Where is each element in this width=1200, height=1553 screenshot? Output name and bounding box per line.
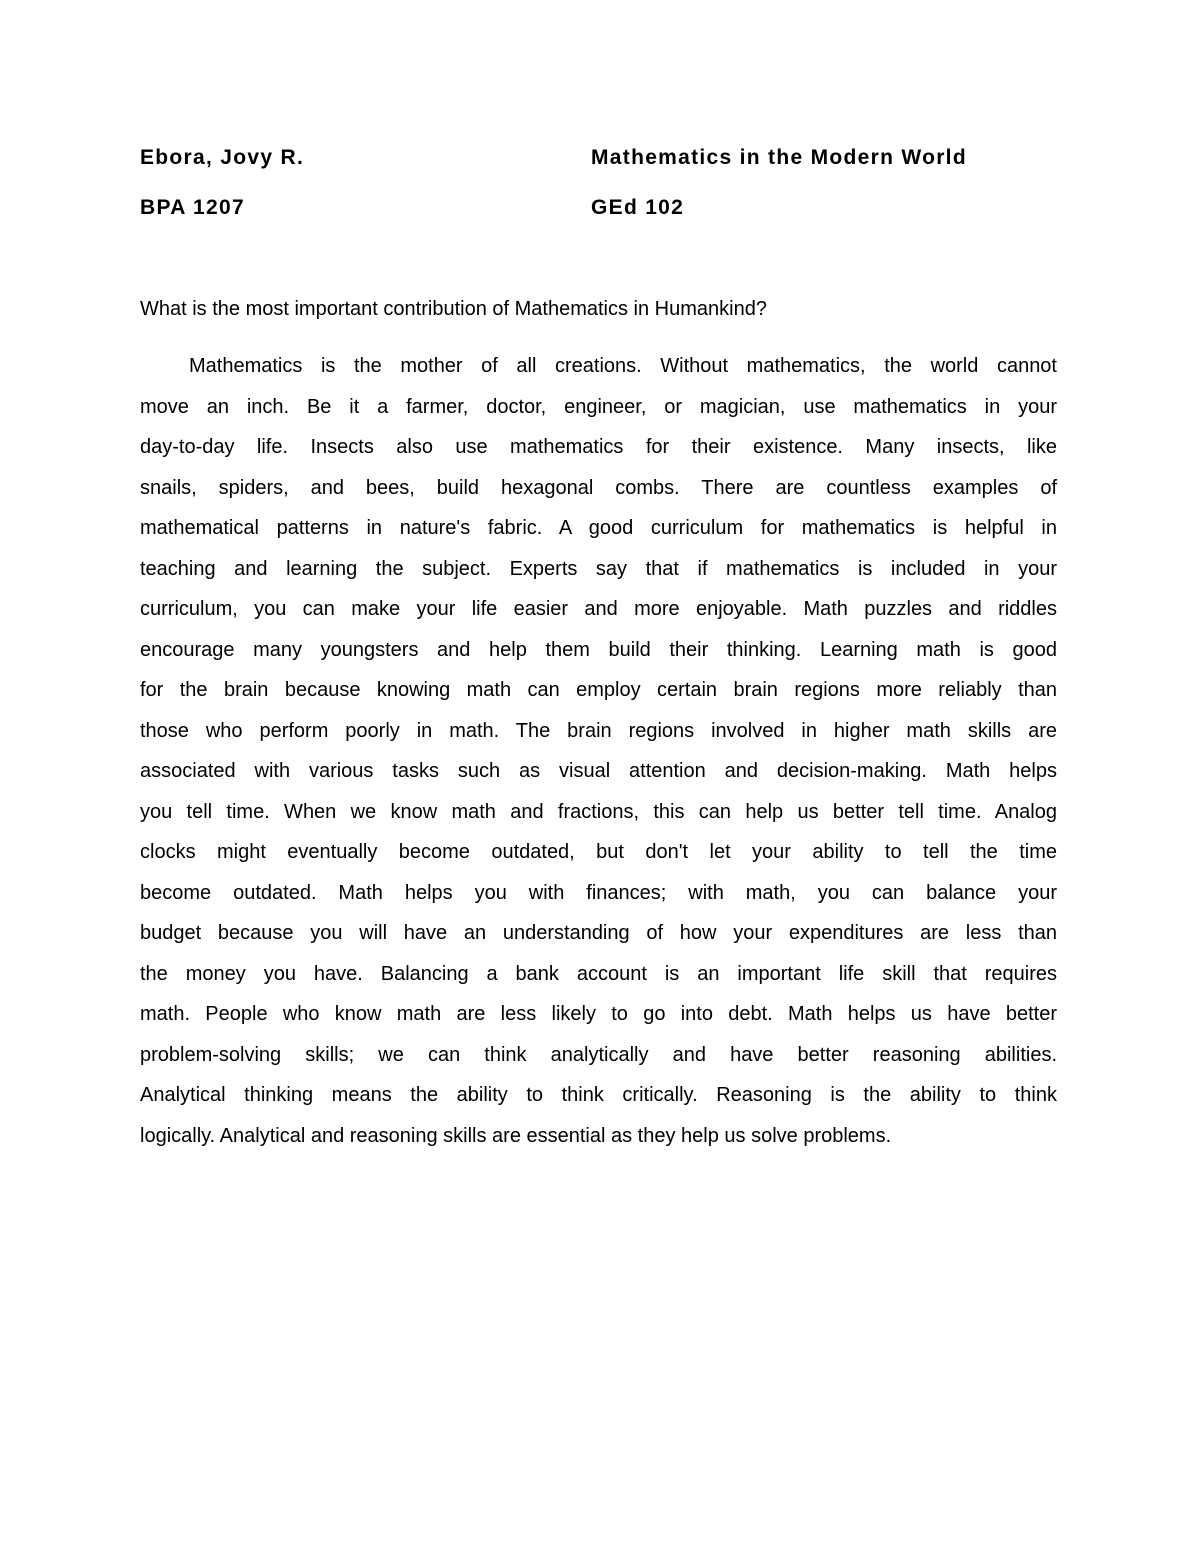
essay-line: math. People who know math are less likely to go into debt. Math helps us have better [140,1003,1057,1025]
essay-line: logically. Analytical and reasoning skills are essential as they help us solve problems. [140,1124,892,1147]
course-code: GEd 102 [591,196,685,219]
essay-line: snails, spiders, and bees, build hexagonal combs. There are countless examples of [140,476,1057,499]
essay-body [140,354,1057,1164]
essay-line: day-to-day life. Insects also use mathematics for their existence. Many insects, like [140,436,1057,458]
essay-line: teaching and learning the subject. Experts say that if mathematics is included in your [140,557,1057,580]
essay-line: encourage many youngsters and help them build their thinking. Learning math is good [140,638,1057,661]
essay-line: Analytical thinking means the ability to think critically. Reasoning is the ability to think [140,1084,1057,1106]
essay-line: Mathematics is the mother of all creations. Without mathematics, the world cannot [189,355,1057,377]
essay-line: clocks might eventually become outdated, but don't let your ability to tell the time [140,841,1057,863]
course-title: Mathematics in the Modern World [591,146,967,169]
essay-line: move an inch. Be it a farmer, doctor, engineer, or magician, use mathematics in your [140,395,1057,418]
essay-question: What is the most important contribution of Mathematics in Humankind? [140,298,767,320]
essay-line: you tell time. When we know math and fractions, this can help us better tell time. Analog [140,800,1057,823]
student-name: Ebora, Jovy R. [140,146,305,169]
essay-line: budget because you will have an understanding of how your expenditures are less than [140,922,1057,944]
essay-line: curriculum, you can make your life easier and more enjoyable. Math puzzles and riddles [140,598,1057,620]
essay-line: problem-solving skills; we can think analytically and have better reasoning abilities. [140,1043,1057,1066]
essay-line: for the brain because knowing math can employ certain brain regions more reliably than [140,679,1057,701]
essay-line: the money you have. Balancing a bank account is an important life skill that requires [140,962,1057,985]
essay-line: those who perform poorly in math. The brain regions involved in higher math skills are [140,719,1057,742]
student-section: BPA 1207 [140,196,245,219]
essay-line: become outdated. Math helps you with finances; with math, you can balance your [140,881,1057,904]
essay-line: mathematical patterns in nature's fabric. A good curriculum for mathematics is helpful in [140,517,1057,539]
essay-line: associated with various tasks such as visual attention and decision-making. Math helps [140,760,1057,782]
